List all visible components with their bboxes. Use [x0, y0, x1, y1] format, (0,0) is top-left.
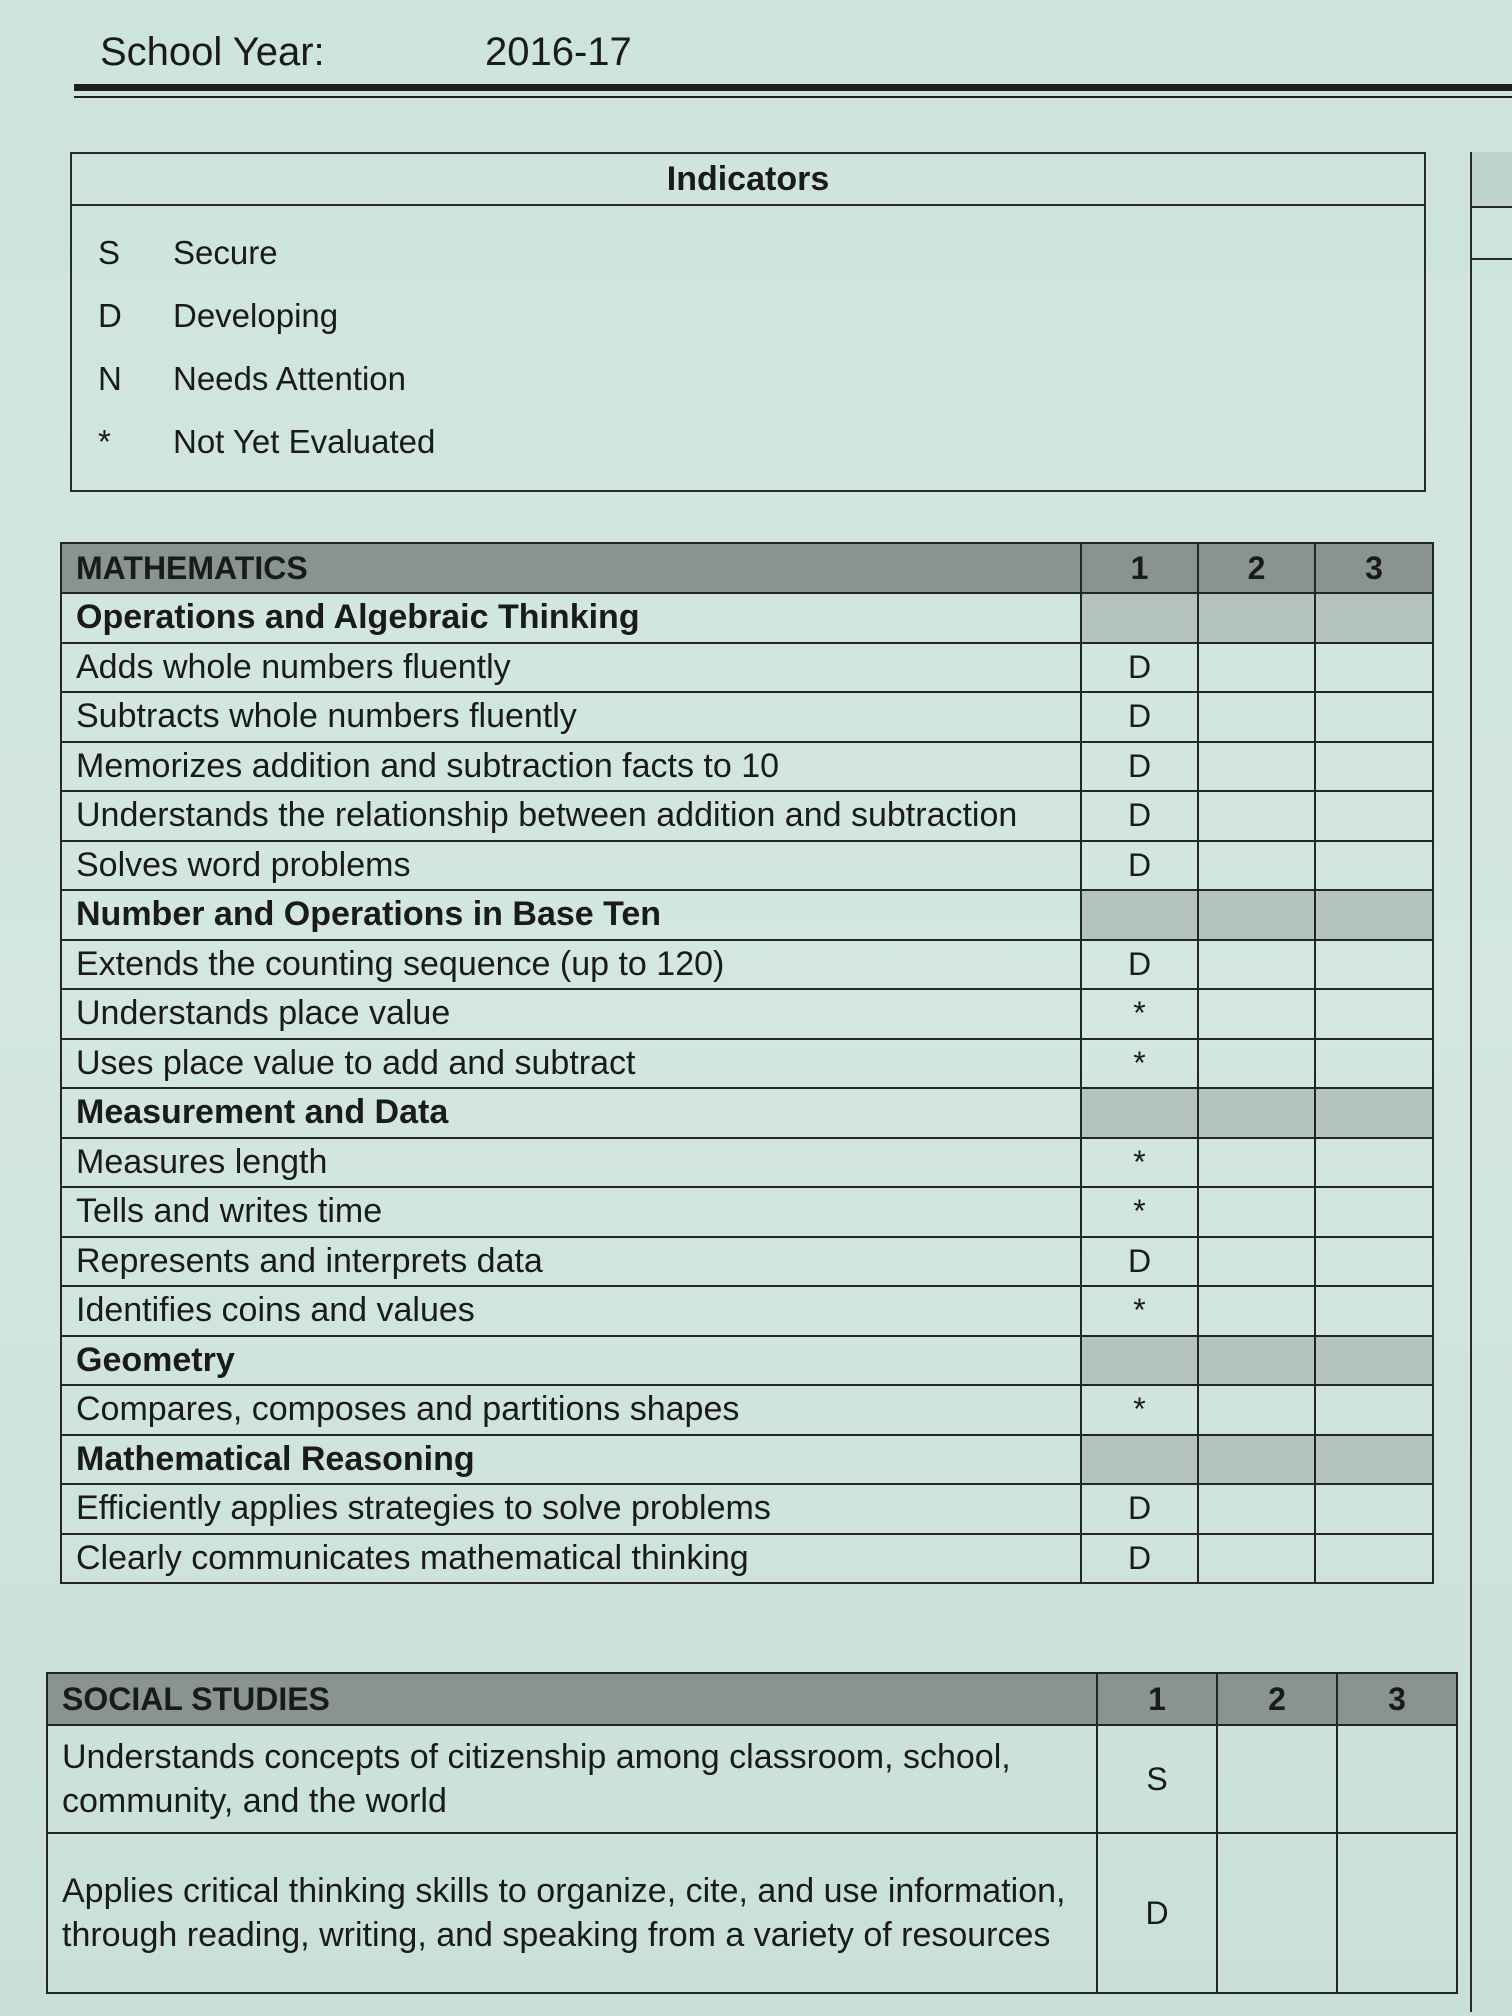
- term-1-header: 1: [1081, 543, 1198, 593]
- term-2-mark: [1198, 1484, 1315, 1534]
- section-heading: Mathematical Reasoning: [61, 1435, 1081, 1485]
- skill-row: [61, 742, 1433, 792]
- indicators-legend: [70, 152, 1426, 492]
- term-2-mark: [1198, 692, 1315, 742]
- adjacent-panel-header: [1472, 152, 1512, 208]
- skill-label: Applies critical thinking skills to organize, cite, and use information, through reading, writing, and speaking from a variety of resources: [47, 1833, 1097, 1993]
- skill-row: [61, 1286, 1433, 1336]
- term-1-mark: *: [1081, 1138, 1198, 1188]
- term-1-mark: *: [1081, 1039, 1198, 1089]
- indicator-item: [98, 360, 406, 398]
- skill-row: [61, 841, 1433, 891]
- term-2-mark: [1198, 742, 1315, 792]
- header-rule-thick: [74, 84, 1512, 91]
- term-1-mark: D: [1081, 1534, 1198, 1584]
- term-1-mark: D: [1081, 742, 1198, 792]
- term-3-mark: [1337, 1725, 1457, 1833]
- skill-label: Represents and interprets data: [61, 1237, 1081, 1287]
- mathematics-header-row: [61, 543, 1433, 593]
- section-heading-row: [61, 593, 1433, 643]
- skill-row: [61, 1534, 1433, 1584]
- section-heading: Operations and Algebraic Thinking: [61, 593, 1081, 643]
- skill-label: Understands concepts of citizenship among classroom, school, community, and the world: [47, 1725, 1097, 1833]
- indicator-code: S: [98, 234, 121, 271]
- skill-label: Efficiently applies strategies to solve problems: [61, 1484, 1081, 1534]
- term-1-mark: D: [1097, 1833, 1217, 1993]
- adjacent-panel-edge: [1470, 152, 1512, 2012]
- skill-row: [61, 692, 1433, 742]
- indicator-meaning: Developing: [173, 297, 339, 334]
- indicator-item: [98, 297, 338, 335]
- skill-row: [61, 1385, 1433, 1435]
- indicator-meaning: Not Yet Evaluated: [173, 423, 436, 460]
- term-1-mark: D: [1081, 841, 1198, 891]
- term-2-mark: [1198, 1039, 1315, 1089]
- term-2-mark: [1198, 940, 1315, 990]
- skill-row: [61, 940, 1433, 990]
- indicator-code: D: [98, 297, 122, 334]
- skill-label: Uses place value to add and subtract: [61, 1039, 1081, 1089]
- term-2-mark: [1198, 1237, 1315, 1287]
- skill-label: Understands the relationship between addition and subtraction: [61, 791, 1081, 841]
- term-1-mark: D: [1081, 940, 1198, 990]
- skill-label: Adds whole numbers fluently: [61, 643, 1081, 693]
- social-studies-table: [46, 1672, 1458, 1994]
- adjacent-panel-divider: [1472, 208, 1512, 260]
- term-1-mark: D: [1081, 692, 1198, 742]
- skill-row: [61, 1039, 1433, 1089]
- term-3-mark: [1315, 1039, 1433, 1089]
- mathematics-table: [60, 542, 1434, 1584]
- indicator-item: [98, 234, 278, 272]
- term-2-mark: [1198, 1534, 1315, 1584]
- term-3-mark: [1315, 643, 1433, 693]
- term-3-mark: [1337, 1833, 1457, 1993]
- term-2-mark: [1198, 1187, 1315, 1237]
- term-1-mark: *: [1081, 1385, 1198, 1435]
- term-3-mark: [1315, 1138, 1433, 1188]
- section-heading: Number and Operations in Base Ten: [61, 890, 1081, 940]
- social-studies-title: SOCIAL STUDIES: [47, 1673, 1097, 1725]
- skill-row: [61, 643, 1433, 693]
- skill-row: [61, 1484, 1433, 1534]
- skill-label: Compares, composes and partitions shapes: [61, 1385, 1081, 1435]
- term-3-mark: [1315, 841, 1433, 891]
- skill-row: [47, 1725, 1457, 1833]
- skill-row: [61, 1187, 1433, 1237]
- skill-label: Clearly communicates mathematical thinking: [61, 1534, 1081, 1584]
- term-3-mark: [1315, 1534, 1433, 1584]
- skill-label: Subtracts whole numbers fluently: [61, 692, 1081, 742]
- header-rule-thin: [74, 96, 1512, 98]
- section-heading-row: [61, 1336, 1433, 1386]
- skill-row: [61, 1237, 1433, 1287]
- term-2-mark: [1198, 989, 1315, 1039]
- term-1-header: 1: [1097, 1673, 1217, 1725]
- indicator-meaning: Needs Attention: [173, 360, 406, 397]
- school-year-header: [100, 22, 1400, 82]
- term-3-mark: [1315, 1484, 1433, 1534]
- indicator-code: N: [98, 360, 122, 397]
- term-3-mark: [1315, 692, 1433, 742]
- term-3-mark: [1315, 742, 1433, 792]
- section-heading-row: [61, 890, 1433, 940]
- section-heading: Measurement and Data: [61, 1088, 1081, 1138]
- term-2-mark: [1198, 1385, 1315, 1435]
- social-studies-header-row: [47, 1673, 1457, 1725]
- mathematics-title: MATHEMATICS: [61, 543, 1081, 593]
- term-2-header: 2: [1198, 543, 1315, 593]
- term-1-mark: *: [1081, 1286, 1198, 1336]
- term-1-mark: D: [1081, 1237, 1198, 1287]
- term-2-mark: [1198, 791, 1315, 841]
- term-3-mark: [1315, 1385, 1433, 1435]
- term-2-header: 2: [1217, 1673, 1337, 1725]
- term-3-mark: [1315, 989, 1433, 1039]
- skill-label: Tells and writes time: [61, 1187, 1081, 1237]
- indicator-code: *: [98, 423, 111, 460]
- indicator-meaning: Secure: [173, 234, 278, 271]
- term-1-mark: *: [1081, 989, 1198, 1039]
- term-2-mark: [1217, 1833, 1337, 1993]
- section-heading-row: [61, 1088, 1433, 1138]
- skill-label: Measures length: [61, 1138, 1081, 1188]
- indicators-title: Indicators: [72, 154, 1424, 206]
- skill-label: Understands place value: [61, 989, 1081, 1039]
- term-3-mark: [1315, 791, 1433, 841]
- skill-row: [61, 791, 1433, 841]
- term-3-mark: [1315, 1187, 1433, 1237]
- skill-row: [61, 989, 1433, 1039]
- skill-label: Memorizes addition and subtraction facts to 10: [61, 742, 1081, 792]
- term-1-mark: D: [1081, 791, 1198, 841]
- indicator-item: [98, 423, 435, 461]
- skill-label: Identifies coins and values: [61, 1286, 1081, 1336]
- term-2-mark: [1198, 643, 1315, 693]
- term-1-mark: S: [1097, 1725, 1217, 1833]
- term-2-mark: [1198, 1138, 1315, 1188]
- term-2-mark: [1217, 1725, 1337, 1833]
- term-3-header: 3: [1337, 1673, 1457, 1725]
- term-3-mark: [1315, 1286, 1433, 1336]
- skill-row: [61, 1138, 1433, 1188]
- term-1-mark: *: [1081, 1187, 1198, 1237]
- skill-label: Solves word problems: [61, 841, 1081, 891]
- school-year-label: School Year:: [100, 29, 325, 74]
- skill-label: Extends the counting sequence (up to 120): [61, 940, 1081, 990]
- term-1-mark: D: [1081, 643, 1198, 693]
- section-heading-row: [61, 1435, 1433, 1485]
- term-1-mark: D: [1081, 1484, 1198, 1534]
- term-2-mark: [1198, 841, 1315, 891]
- term-3-mark: [1315, 1237, 1433, 1287]
- term-2-mark: [1198, 1286, 1315, 1336]
- school-year-value: 2016-17: [485, 29, 632, 74]
- skill-row: [47, 1833, 1457, 1993]
- term-3-header: 3: [1315, 543, 1433, 593]
- term-3-mark: [1315, 940, 1433, 990]
- section-heading: Geometry: [61, 1336, 1081, 1386]
